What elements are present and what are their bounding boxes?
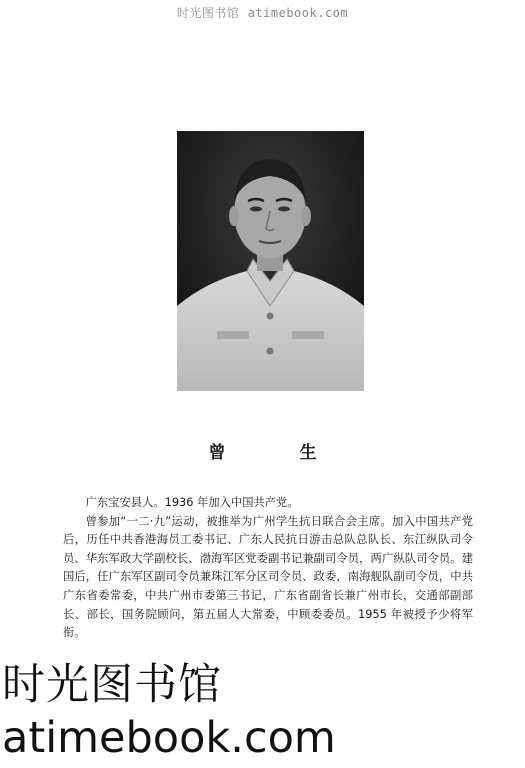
watermark-url-large: atimebook.com (2, 713, 336, 763)
bio-paragraph-origin: 广东宝安县人。1936 年加入中国共产党。 (85, 496, 299, 509)
biography (63, 494, 473, 643)
bio-paragraph-career: 曾参加“一二·九”运动，被推举为广州学生抗日联合会主席。加入中国共产党后，历任中共香港海员工委书记、广东人民抗日游击总队总队长、东江纵队司令员、华东军政大学副校长、渤海军区党委副书记兼副司令员，两广纵队司令员。建国后，任广东军区副司令员兼珠江军分区司令员、政委，南海舰队副司令员，中共广东省委常委，中共广州市委第三书记，广东省副省长兼广州市长，交通部副部长、部长，国务院顾问，第五届人大常委，中顾委委员。1955 年被授予少将军衔。 (63, 514, 473, 640)
bottom-watermark (0, 659, 525, 765)
watermark-site-name-large: 时光图书馆 (2, 660, 222, 710)
watermark-site-name: 时光图书馆 (176, 6, 240, 20)
portrait-icon (177, 131, 364, 391)
watermark-url: atimebook.com (247, 6, 349, 20)
person-name: 曾 生 (208, 443, 351, 463)
portrait-photo (177, 131, 364, 391)
top-watermark (0, 4, 525, 21)
